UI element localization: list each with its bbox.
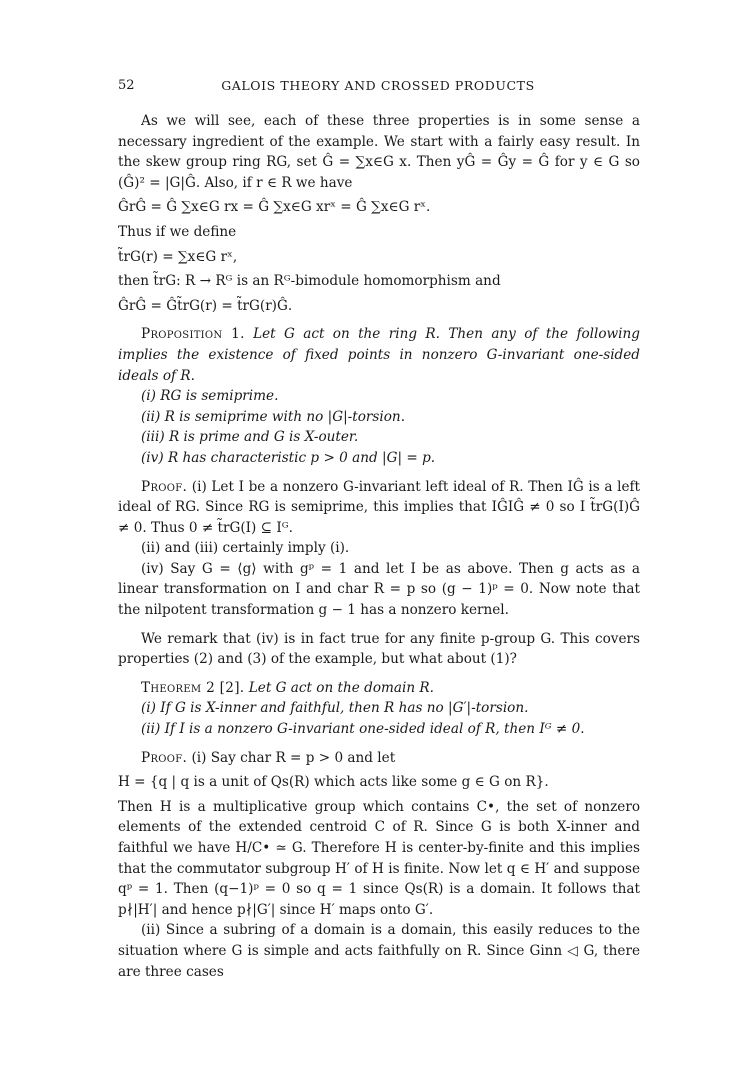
running-title: GALOIS THEORY AND CROSSED PRODUCTS	[221, 78, 535, 93]
paragraph-bimodule: then t̃rG: R → Rᴳ is an Rᴳ-bimodule homomorphism and	[118, 273, 501, 290]
proof-2-paragraph: Then H is a multiplicative group which contains C•, the set of nonzero elements of the extended centroid C of R. Since G is both X-inner and faithful we have H/C• ≃ G. Therefore H is center-by-finite and this implies that the commutator subgroup H′ of H is finite. Now let q ∈ H′ and suppose qᵖ = 1. Then (q−1)ᵖ = 0 so q = 1 since Qs(R) is a domain. It follows that p∤|H′| and hence p∤|G′| since H′ maps onto G′.	[118, 798, 640, 918]
page-body	[118, 111, 640, 982]
proposition-1-item: (iii) R is prime and G is X-outer.	[141, 429, 359, 446]
proposition-1-statement: Let G act on the ring R. Then any of the following implies the existence of fixed points in nonzero G-invariant one-sided ideals of R.	[118, 326, 640, 384]
proposition-1-item: (ii) R is semiprime with no |G|-torsion.	[141, 408, 406, 425]
running-header	[118, 78, 638, 96]
equation-trace-identity: ĜrĜ = Ĝt̃rG(r) = t̃rG(r)Ĝ.	[118, 297, 293, 314]
theorem-2-label: Theorem 2 [2].	[141, 679, 245, 696]
proposition-1-list	[118, 386, 640, 468]
paragraph-intro: As we will see, each of these three properties is in some sense a necessary ingredient of the example. We start with a fairly easy result. In the skew group ring RG, set Ĝ = ∑x∈G x. Then yĜ = Ĝy = Ĝ for y ∈ G so (Ĝ)² = |G|Ĝ. Also, if r ∈ R we have	[118, 113, 640, 191]
proposition-1	[118, 324, 640, 386]
proof-1-label: Proof.	[141, 478, 188, 495]
proof-2-intro: (i) Say char R = p > 0 and let	[191, 749, 396, 766]
theorem-2-statement: Let G act on the domain R.	[248, 679, 434, 696]
paragraph-remark: We remark that (iv) is in fact true for any finite p-group G. This covers properties (2) and (3) of the example, but what about (1)?	[118, 630, 640, 668]
proof-2	[118, 748, 640, 769]
proof-1-ii-iii: (ii) and (iii) certainly imply (i).	[141, 540, 350, 557]
proof-2-paragraph-ii: (ii) Since a subring of a domain is a domain, this easily reduces to the situation where G is simple and acts faithfully on R. Since Ginn ◁ G, there are three cases	[118, 922, 640, 980]
theorem-2-item: (ii) If I is a nonzero G-invariant one-sided ideal of R, then Iᴳ ≠ 0.	[141, 721, 585, 738]
proof-1-iv: (iv) Say G = ⟨g⟩ with gᵖ = 1 and let I be as above. Then g acts as a linear transformation on I and char R = p so (g − 1)ᵖ = 0. Now note that the nilpotent transformation g − 1 has a nonzero kernel.	[118, 560, 640, 619]
theorem-2-list	[118, 698, 640, 739]
equation-trace-definition: t̃rG(r) = ∑x∈G rˣ,	[118, 248, 238, 265]
theorem-2	[118, 678, 640, 699]
page-number: 52	[118, 78, 135, 93]
equation-ghat-r-ghat: ĜrĜ = Ĝ ∑x∈G rx = Ĝ ∑x∈G xrˣ = Ĝ ∑x∈G rˣ.	[118, 199, 431, 216]
theorem-2-item: (i) If G is X-inner and faithful, then R has no |G′|-torsion.	[141, 700, 529, 717]
proof-1-text: (i) Let I be a nonzero G-invariant left ideal of R. Then IĜ is a left ideal of RG. Since RG is semiprime, this implies that IĜIĜ ≠ 0 so I t̃rG(I)Ĝ ≠ 0. Thus 0 ≠ t̃rG(I) ⊆ Iᴳ.	[118, 478, 640, 536]
proposition-1-item: (i) RG is semiprime.	[141, 388, 279, 405]
equation-group-h: H = {q | q is a unit of Qs(R) which acts like some g ∈ G on R}.	[118, 774, 549, 791]
paragraph-define: Thus if we define	[118, 223, 237, 240]
proposition-1-label: Proposition 1.	[141, 326, 245, 343]
proof-1	[118, 477, 640, 539]
proposition-1-item: (iv) R has characteristic p > 0 and |G| = p.	[141, 449, 436, 466]
proof-2-label: Proof.	[141, 749, 188, 766]
